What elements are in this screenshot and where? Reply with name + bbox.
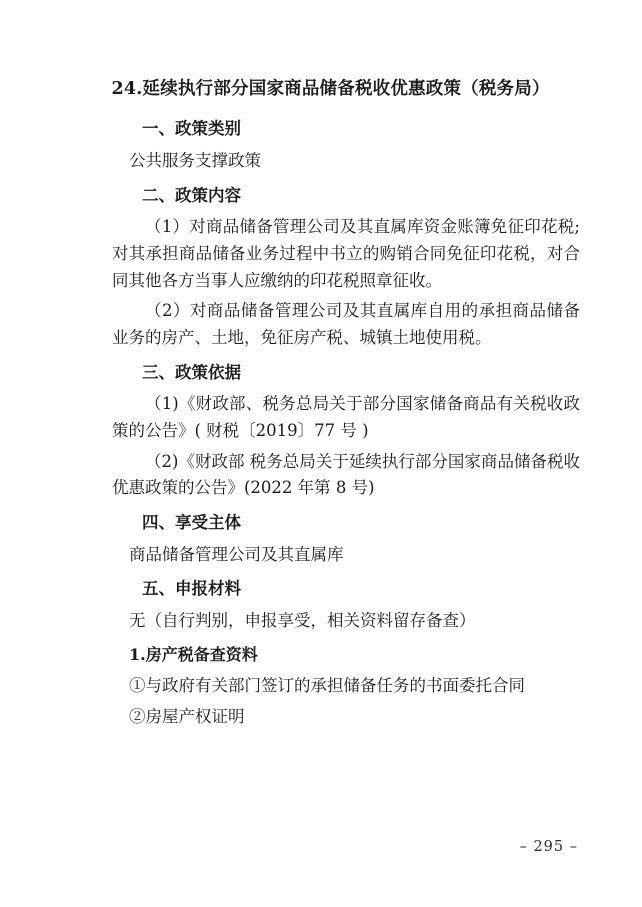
paragraph: （1）对商品储备管理公司及其直属库资金账簿免征印花税; 对其承担商品储备业务过程中书立的购销合同免征印花税，对合同其他各方当事人应缴纳的印花税照章征收。 <box>112 217 580 290</box>
section-heading-policy-category: 一、政策类别 <box>142 119 241 139</box>
list-item: ①与政府有关部门签订的承担储备任务的书面委托合同 <box>129 676 525 696</box>
section-heading-eligible-entities: 四、享受主体 <box>142 513 241 533</box>
paragraph: 无（自行判别，申报享受，相关资料留存备查） <box>129 610 476 630</box>
page-title: 24.延续执行部分国家商品储备税收优惠政策（税务局） <box>111 79 550 99</box>
paragraph: （1)《财政部、税务总局关于部分国家储备商品有关税收政策的公告》( 财税〔2019〕77 号 ) <box>112 394 580 440</box>
section-heading-policy-basis: 三、政策依据 <box>142 362 241 382</box>
list-item: ②房屋产权证明 <box>129 707 245 727</box>
paragraph: （2)《财政部 税务总局关于延续执行部分国家商品储备税收优惠政策的公告》(2022 年第 8 号) <box>112 451 580 498</box>
section-heading-application-materials: 五、申报材料 <box>142 579 241 599</box>
paragraph: 公共服务支撑政策 <box>129 150 261 170</box>
subsection-heading-property-tax-materials: 1.房产税备查资料 <box>129 644 258 664</box>
page-number: – 295 – <box>519 839 578 855</box>
paragraph: 商品储备管理公司及其直属库 <box>129 544 344 564</box>
section-heading-policy-content: 二、政策内容 <box>142 185 241 205</box>
paragraph: （2）对商品储备管理公司及其直属库自用的承担商品储备业务的房产、土地，免征房产税、城镇土地使用税。 <box>112 301 580 347</box>
